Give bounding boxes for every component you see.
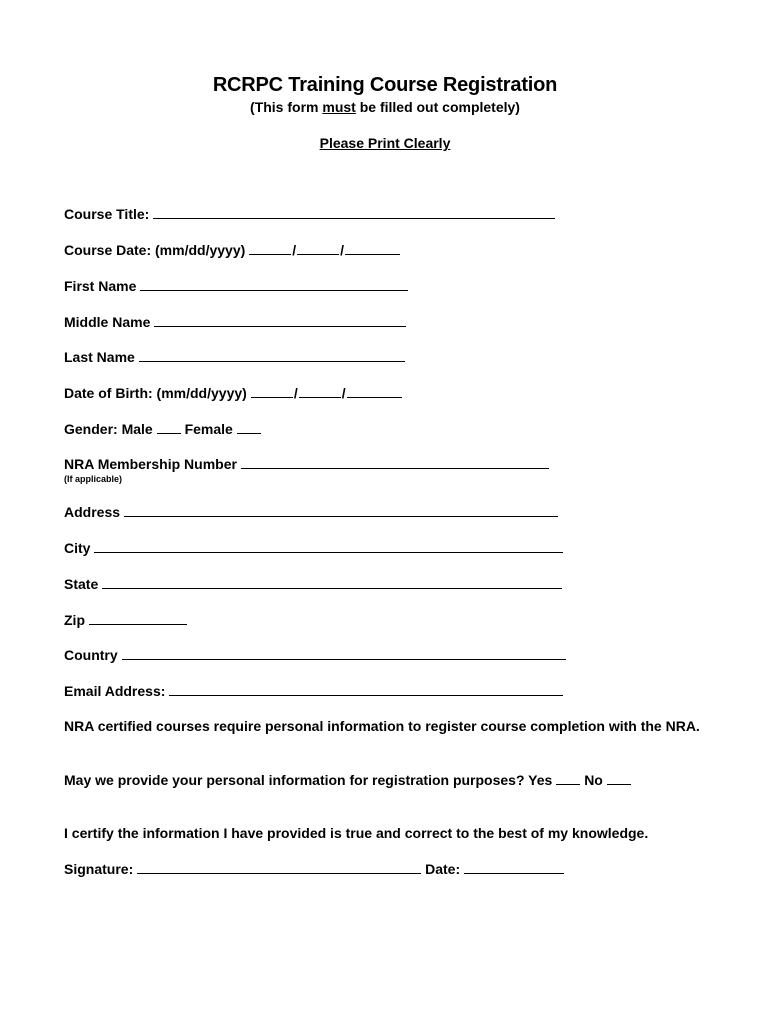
- course-title-label: Course Title:: [64, 206, 150, 222]
- middle-name-field[interactable]: [154, 314, 406, 327]
- form-subtitle: [0, 99, 770, 115]
- address-row: [64, 503, 558, 521]
- gender-row: [64, 420, 261, 438]
- gender-male-label: Gender: Male: [64, 421, 153, 437]
- state-row: [64, 575, 562, 593]
- dob-year-field[interactable]: [347, 385, 402, 398]
- signature-field[interactable]: [137, 861, 421, 874]
- zip-row: [64, 611, 187, 629]
- course-date-year-field[interactable]: [345, 242, 400, 255]
- city-label: City: [64, 540, 91, 556]
- permission-no-label: No: [584, 772, 603, 788]
- permission-question: May we provide your personal information for registration purposes? Yes: [64, 772, 553, 788]
- signature-date-field[interactable]: [464, 861, 564, 874]
- country-field[interactable]: [122, 647, 566, 660]
- nra-number-field[interactable]: [241, 456, 549, 469]
- date-separator: /: [292, 242, 297, 258]
- nra-number-row: [64, 455, 549, 473]
- permission-row: [64, 771, 631, 789]
- gender-female-label: Female: [184, 421, 233, 437]
- email-label: Email Address:: [64, 683, 166, 699]
- date-separator: /: [341, 385, 346, 401]
- state-field[interactable]: [102, 576, 562, 589]
- city-field[interactable]: [94, 540, 563, 553]
- address-label: Address: [64, 504, 121, 520]
- gender-male-field[interactable]: [157, 421, 181, 434]
- course-date-row: [64, 241, 400, 259]
- course-title-row: [64, 205, 555, 223]
- first-name-row: [64, 277, 408, 295]
- city-row: [64, 539, 563, 557]
- certification-statement: I certify the information I have provided is true and correct to the best of my knowledge.: [64, 825, 649, 841]
- date-separator: /: [293, 385, 298, 401]
- course-date-label: Course Date: (mm/dd/yyyy): [64, 242, 246, 258]
- signature-label: Signature:: [64, 861, 134, 877]
- middle-name-label: Middle Name: [64, 314, 151, 330]
- permission-yes-field[interactable]: [556, 772, 580, 785]
- course-title-field[interactable]: [153, 206, 555, 219]
- last-name-label: Last Name: [64, 349, 135, 365]
- course-date-day-field[interactable]: [297, 242, 339, 255]
- nra-number-label: NRA Membership Number: [64, 456, 237, 472]
- dob-month-field[interactable]: [251, 385, 293, 398]
- signature-row: [64, 860, 564, 878]
- country-label: Country: [64, 647, 118, 663]
- middle-name-row: [64, 313, 406, 331]
- date-of-birth-row: [64, 384, 402, 402]
- first-name-field[interactable]: [140, 278, 408, 291]
- form-title: RCRPC Training Course Registration: [212, 74, 558, 96]
- zip-field[interactable]: [89, 612, 187, 625]
- address-field[interactable]: [124, 504, 558, 517]
- email-row: [64, 682, 563, 700]
- print-instruction: Please Print Clearly: [319, 135, 451, 151]
- date-of-birth-label: Date of Birth: (mm/dd/yyyy): [64, 385, 247, 401]
- nra-number-note: (If applicable): [64, 474, 123, 484]
- gender-female-field[interactable]: [237, 421, 261, 434]
- subtitle-emphasis: must: [322, 99, 356, 115]
- last-name-row: [64, 348, 405, 366]
- dob-day-field[interactable]: [299, 385, 341, 398]
- date-separator: /: [340, 242, 345, 258]
- signature-date-label: Date:: [425, 861, 461, 877]
- permission-no-field[interactable]: [607, 772, 631, 785]
- email-field[interactable]: [169, 683, 563, 696]
- course-date-month-field[interactable]: [249, 242, 291, 255]
- state-label: State: [64, 576, 99, 592]
- zip-label: Zip: [64, 612, 85, 628]
- last-name-field[interactable]: [139, 349, 405, 362]
- first-name-label: First Name: [64, 278, 137, 294]
- country-row: [64, 646, 566, 664]
- nra-notice: NRA certified courses require personal information to register course completion with the NRA.: [64, 718, 700, 734]
- subtitle-suffix: be filled out completely): [355, 99, 520, 115]
- subtitle-prefix: (This form: [250, 99, 323, 115]
